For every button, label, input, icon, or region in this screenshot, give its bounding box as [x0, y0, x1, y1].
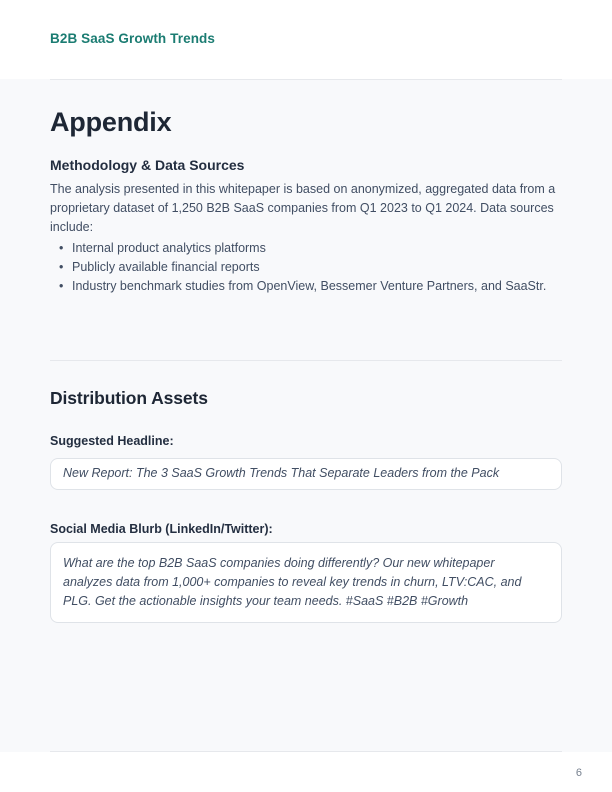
social-media-blurb-box — [50, 542, 562, 623]
methodology-intro-paragraph: The analysis presented in this whitepaper is based on anonymized, aggregated data from a proprietary dataset of 1,250 B2B SaaS companies from Q1 2023 to Q1 2024. Data sources include: — [50, 182, 556, 234]
list-item: • Industry benchmark studies from OpenView, Bessemer Venture Partners, and SaaStr. — [50, 277, 562, 296]
suggested-headline-text: New Report: The 3 SaaS Growth Trends That Separate Leaders from the Pack — [63, 466, 500, 480]
page-body — [0, 79, 612, 752]
distribution-assets-heading: Distribution Assets — [50, 388, 208, 408]
list-item: • Internal product analytics platforms — [50, 239, 562, 258]
data-sources-list — [50, 239, 562, 296]
page-footer — [0, 752, 612, 792]
methodology-heading: Methodology & Data Sources — [50, 157, 245, 173]
document-title: B2B SaaS Growth Trends — [50, 31, 215, 46]
social-media-blurb-label: Social Media Blurb (LinkedIn/Twitter): — [50, 521, 273, 536]
suggested-headline-label: Suggested Headline: — [50, 434, 174, 448]
suggested-headline-box — [50, 458, 562, 490]
running-header — [0, 0, 612, 79]
list-item: • Publicly available financial reports — [50, 258, 562, 277]
appendix-heading: Appendix — [50, 107, 172, 137]
social-media-blurb-text: What are the top B2B SaaS companies doing differently? Our new whitepaper analyzes data from 1,000+ companies to reveal key trends in churn, LTV:CAC, and PLG. Get the actionable insights your team needs. #SaaS #B2B #Growth — [63, 555, 522, 608]
page-number: 6 — [575, 767, 582, 779]
header-divider — [50, 79, 562, 80]
section-divider — [50, 360, 562, 361]
